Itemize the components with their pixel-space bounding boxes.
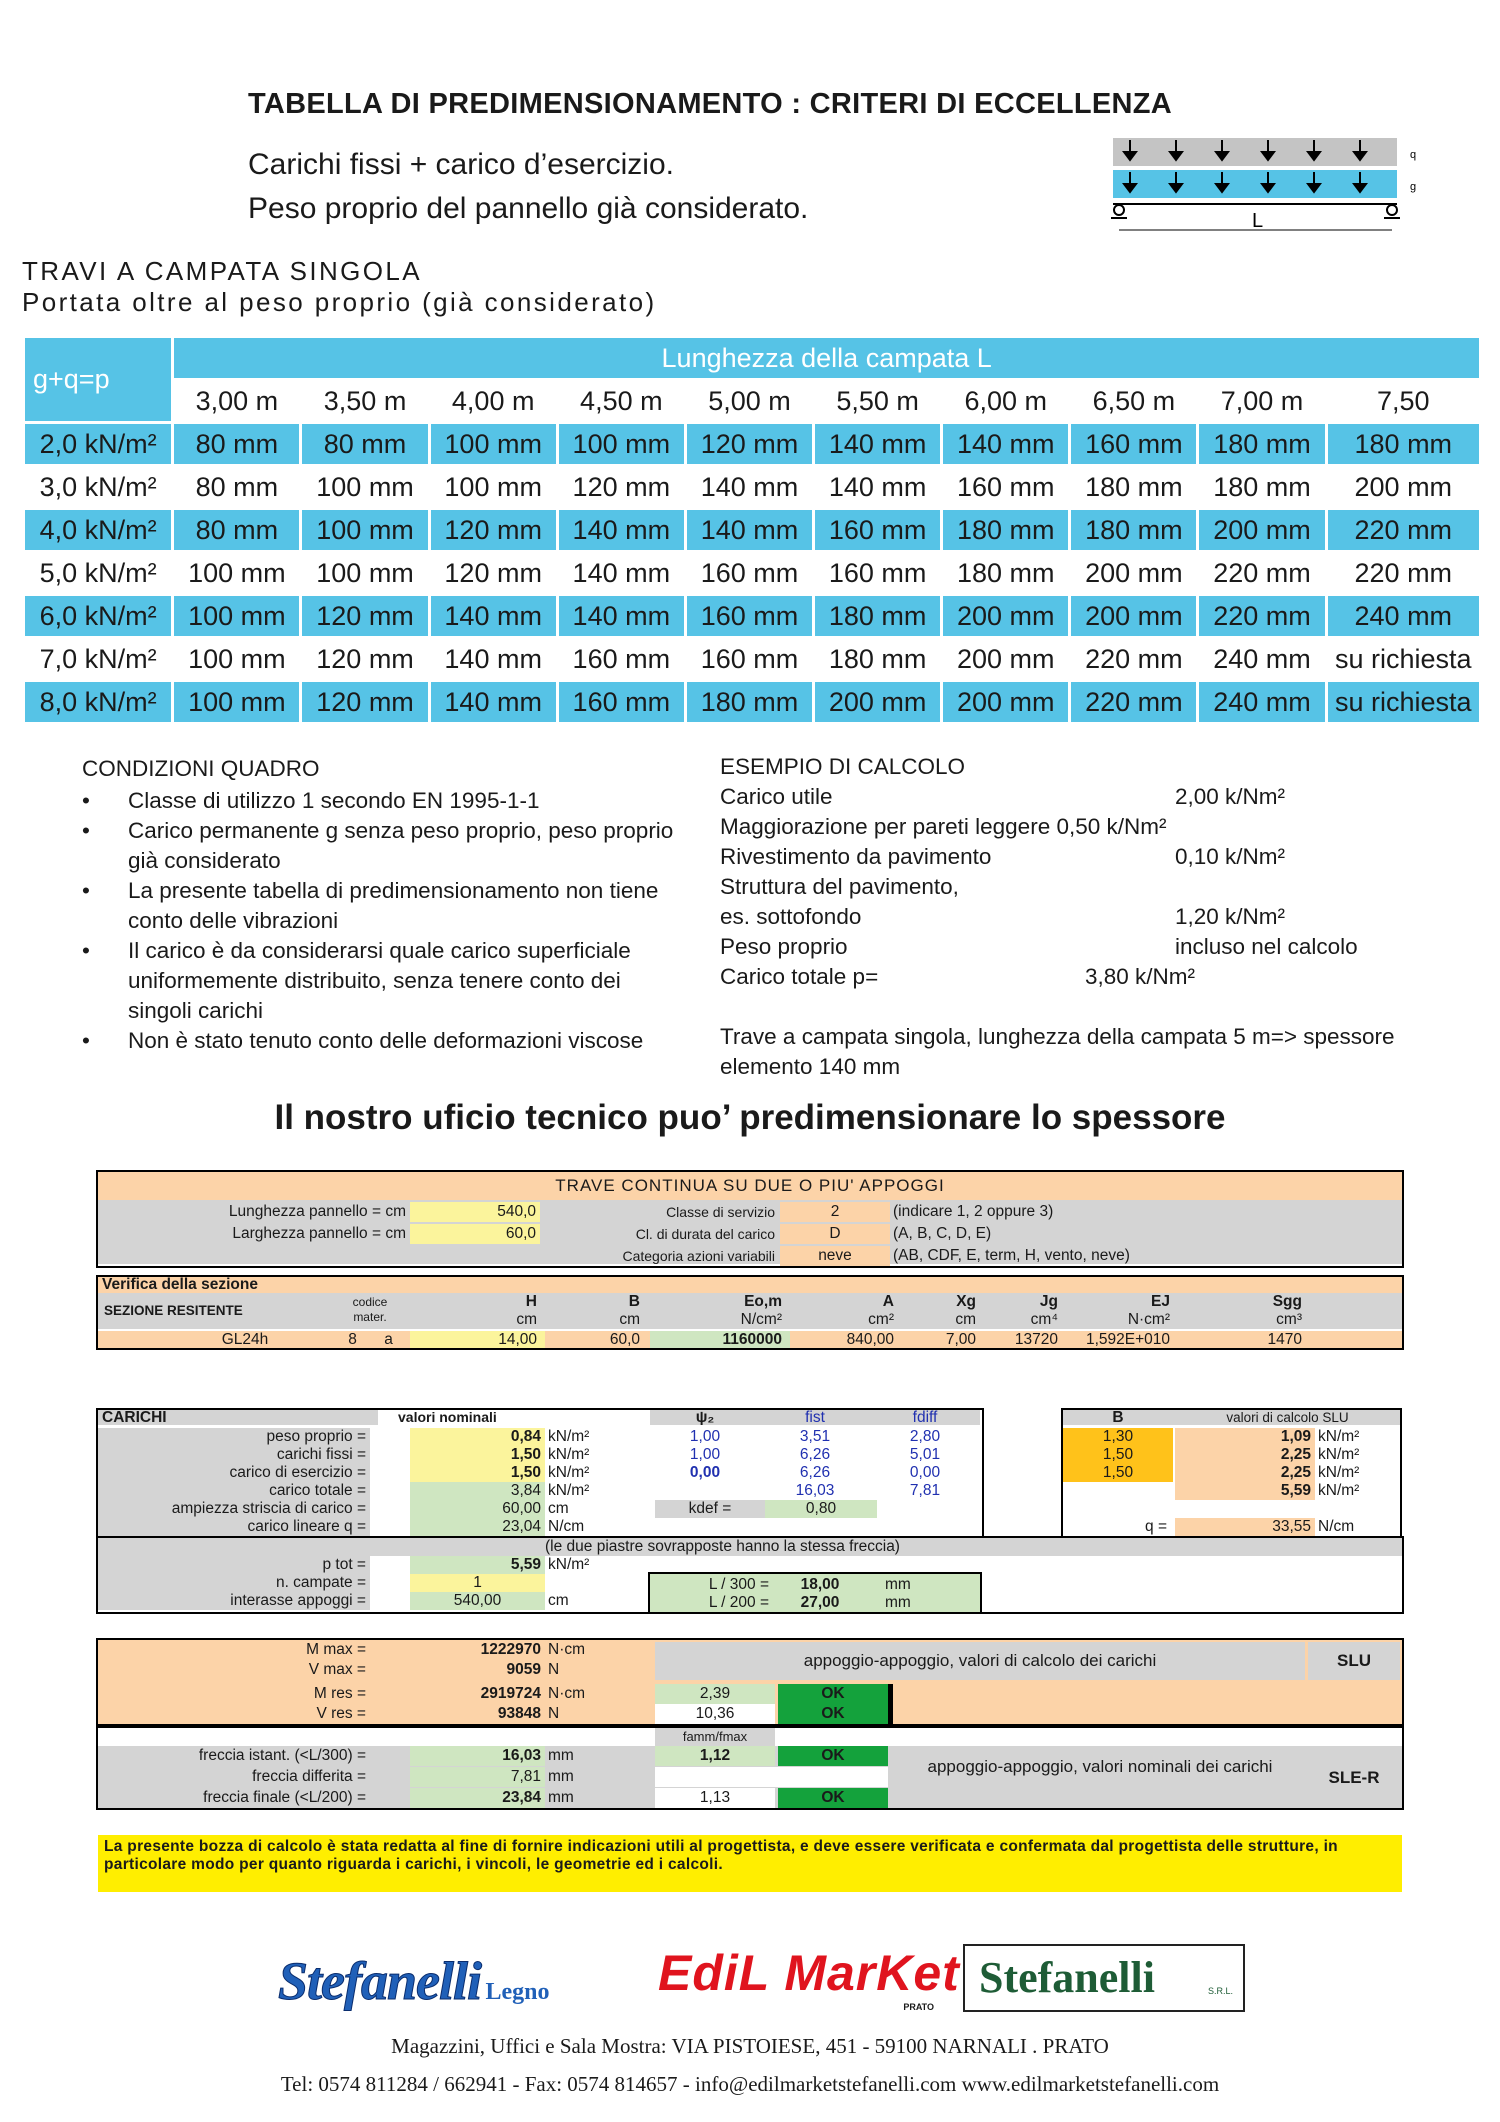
load-cell: 4,0 kN/m² xyxy=(25,510,171,550)
load-label: carichi fissi = xyxy=(276,1446,366,1463)
load-fdiff: 2,80 xyxy=(909,1428,941,1445)
l300-label: L / 300 = xyxy=(708,1576,769,1593)
material-val: 840,00 xyxy=(846,1331,894,1348)
col-unit: cm xyxy=(516,1311,537,1328)
amp-label: ampiezza striscia di carico = xyxy=(171,1500,366,1517)
inter-label: interasse appoggi = xyxy=(230,1592,366,1609)
calc-header-frame xyxy=(96,1170,1404,1268)
example-value: 3,80 k/Nm² xyxy=(1085,964,1196,989)
col-unit: N·cm² xyxy=(1127,1311,1170,1328)
example-value: 2,00 k/Nm² xyxy=(1175,784,1286,809)
param-label: Larghezza pannello = cm xyxy=(232,1225,406,1242)
thickness-cell: 160 mm xyxy=(1071,424,1196,464)
carichi-title: CARICHI xyxy=(102,1410,167,1425)
psi-label: ψ₂ xyxy=(695,1410,715,1425)
param-value: 60,0 xyxy=(410,1224,540,1244)
thickness-cell: 220 mm xyxy=(1199,596,1324,636)
q-value: 33,55 xyxy=(1175,1518,1315,1536)
thickness-cell: 240 mm xyxy=(1199,682,1324,722)
logo-edil-market: EdiL MarKet PRATO xyxy=(658,1945,960,2012)
fist-ratio: 1,12 xyxy=(655,1746,775,1766)
material-val: 14,00 xyxy=(498,1331,537,1348)
example-label: Carico totale p= xyxy=(720,964,879,989)
thickness-cell: 140 mm xyxy=(687,510,812,550)
thickness-cell: 200 mm xyxy=(943,682,1068,722)
thickness-cell: 140 mm xyxy=(444,643,542,674)
vres-label: V res = xyxy=(316,1705,366,1722)
col-header: Jg xyxy=(1039,1293,1058,1310)
col-header: A xyxy=(882,1293,894,1310)
span-6: 6,00 m xyxy=(964,385,1048,416)
param-value: 540,0 xyxy=(410,1202,540,1222)
thickness-cell: 180 mm xyxy=(815,596,940,636)
col-header: Eo,m xyxy=(744,1293,782,1310)
span-5: 5,50 m xyxy=(836,385,919,416)
example-label: Struttura del pavimento, xyxy=(720,874,959,899)
mmax-value: 1222970 xyxy=(480,1641,541,1658)
vmax-value: 9059 xyxy=(506,1661,541,1678)
example-title: ESEMPIO DI CALCOLO xyxy=(720,754,966,779)
condition-item: • La presente tabella di predimensionamento non tiene conto delle vibrazioni xyxy=(82,876,682,936)
total-fdiff: 7,81 xyxy=(909,1482,941,1499)
load-value: 0,84 xyxy=(410,1428,545,1446)
col-header: H xyxy=(525,1293,537,1310)
vres-ratio: 10,36 xyxy=(655,1704,775,1724)
famm-label: famm/fmax xyxy=(655,1728,775,1746)
load-unit: kN/m² xyxy=(548,1446,590,1463)
vres-unit: N xyxy=(548,1705,560,1722)
thickness-cell: 120 mm xyxy=(316,643,414,674)
q-label: q xyxy=(1410,149,1417,161)
example-label: Peso proprio xyxy=(720,934,848,959)
ffin-value: 23,84 xyxy=(410,1788,545,1808)
thickness-cell: 80 mm xyxy=(174,424,299,464)
thickness-cell: 220 mm xyxy=(1071,682,1196,722)
ptot-frame xyxy=(96,1536,1404,1614)
slu-label: valori di calcolo SLU xyxy=(1226,1410,1349,1425)
lin-value: 23,04 xyxy=(410,1518,545,1536)
q-unit: N/cm xyxy=(1318,1518,1355,1535)
thickness-cell: 180 mm xyxy=(1328,424,1479,464)
param-label: Lunghezza pannello = cm xyxy=(228,1203,406,1220)
thickness-cell: 80 mm xyxy=(174,510,299,550)
thickness-cell: 160 mm xyxy=(687,596,812,636)
intro-line-1: Carichi fissi + carico d’esercizio. xyxy=(248,148,674,181)
vmax-label: V max = xyxy=(308,1661,366,1678)
mres-ok: OK xyxy=(778,1684,888,1704)
condition-item: • Il carico è da considerarsi quale carico superficiale uniformemente distribuito, senza tenere conto dei singoli carichi xyxy=(82,936,682,1026)
mmax-unit: N·cm xyxy=(548,1641,586,1658)
col-unit: cm³ xyxy=(1276,1311,1302,1328)
ptot-value: 5,59 xyxy=(410,1556,545,1574)
load-psi: 1,00 xyxy=(689,1428,721,1445)
span-8: 7,00 m xyxy=(1220,385,1304,416)
ffin-ratio: 1,13 xyxy=(655,1788,775,1808)
example-conclusion: Trave a campata singola, lunghezza della campata 5 m=> spessore elemento 140 mm xyxy=(720,1024,1395,1079)
fist-unit: mm xyxy=(548,1747,574,1764)
thickness-cell: 100 mm xyxy=(316,471,414,502)
thickness-cell: 200 mm xyxy=(943,596,1068,636)
disclaimer-note: La presente bozza di calcolo è stata redatta al fine di fornire indicazioni utili al progettista, e deve essere verificata e confermata dal progettista delle strutture, in particolare modo per quanto riguarda i carichi, i vincoli, le geometrie ed i calcoli. xyxy=(98,1835,1402,1892)
calc-header: TRAVE CONTINUA SU DUE O PIU' APPOGGI xyxy=(555,1176,945,1195)
example-value: incluso nel calcolo xyxy=(1175,934,1358,959)
thickness-cell: 140 mm xyxy=(559,510,684,550)
vmax-unit: N xyxy=(548,1661,560,1678)
thickness-cell: 180 mm xyxy=(1199,424,1324,464)
vres-ok: OK xyxy=(778,1704,888,1724)
param-note: (A, B, C, D, E) xyxy=(893,1225,992,1242)
col-unit: cm² xyxy=(868,1311,894,1328)
load-beta: 1,50 xyxy=(1063,1464,1173,1482)
thickness-cell: 100 mm xyxy=(444,471,542,502)
total-slu: 5,59 xyxy=(1175,1482,1315,1500)
param-value: neve xyxy=(780,1246,890,1266)
logo-stefanelli-srl: Stefanelli S.R.L. xyxy=(963,1944,1245,2012)
example-label: Carico utile xyxy=(720,784,833,809)
inter-value: 540,00 xyxy=(410,1592,545,1610)
param-label: Classe di servizio xyxy=(666,1204,775,1220)
thickness-cell: 140 mm xyxy=(815,424,940,464)
param-note: (AB, CDF, E, term, H, vento, neve) xyxy=(893,1247,1130,1264)
span-header: Lunghezza della campata L xyxy=(174,338,1479,378)
footer-contacts: Tel: 0574 811284 / 662941 - Fax: 0574 814657 - info@edilmarketstefanelli.com www.edilmarketstefanelli.com xyxy=(280,2072,1220,2096)
piastre-note: (le due piastre sovrapposte hanno la stessa freccia) xyxy=(545,1538,900,1555)
fdiff-unit: mm xyxy=(548,1768,574,1785)
thickness-cell: 100 mm xyxy=(174,682,299,722)
load-fist: 6,26 xyxy=(799,1464,831,1481)
thickness-cell: 100 mm xyxy=(316,557,414,588)
verifica-title: Verifica della sezione xyxy=(102,1277,258,1293)
l200-value: 27,00 xyxy=(800,1594,840,1611)
mmax-label: M max = xyxy=(306,1641,366,1658)
thickness-cell: 180 mm xyxy=(1213,471,1311,502)
thickness-cell: 160 mm xyxy=(700,557,799,588)
load-psi: 0,00 xyxy=(689,1464,721,1481)
l300-unit: mm xyxy=(885,1576,911,1593)
thickness-cell: 160 mm xyxy=(828,557,927,588)
load-fdiff: 5,01 xyxy=(909,1446,941,1463)
l300-value: 18,00 xyxy=(800,1576,840,1593)
load-label: peso proprio = xyxy=(266,1428,366,1445)
ffin-unit: mm xyxy=(548,1789,574,1806)
fdiff-label: fdiff xyxy=(912,1410,938,1425)
thickness-cell: 160 mm xyxy=(559,682,684,722)
defl-frame xyxy=(96,1726,1404,1810)
load-slu-unit: kN/m² xyxy=(1318,1464,1360,1481)
ncamp-label: n. campate = xyxy=(275,1574,366,1591)
condition-item: • Classe di utilizzo 1 secondo EN 1995-1-1 xyxy=(82,786,682,816)
col-unit: cm xyxy=(619,1311,640,1328)
sler-tag: SLE-R xyxy=(1328,1768,1380,1787)
example-value: 0,10 k/Nm² xyxy=(1175,844,1286,869)
material-val: 1,592E+010 xyxy=(1085,1331,1170,1348)
load-slu-unit: kN/m² xyxy=(1318,1446,1360,1463)
mv-frame xyxy=(96,1638,1404,1726)
slu-tag: SLU xyxy=(1308,1642,1400,1680)
mres-ratio: 2,39 xyxy=(655,1684,775,1704)
param-label: Cl. di durata del carico xyxy=(635,1226,775,1242)
material-code: 8 xyxy=(348,1331,357,1348)
col-unit: cm⁴ xyxy=(1030,1311,1058,1328)
span-1: 3,50 m xyxy=(323,385,407,416)
thickness-cell: 200 mm xyxy=(1071,596,1196,636)
amp-unit: cm xyxy=(548,1500,569,1517)
load-fdiff: 0,00 xyxy=(909,1464,941,1481)
page-title: TABELLA DI PREDIMENSIONAMENTO : CRITERI DI ECCELLENZA xyxy=(248,88,1173,120)
thickness-cell: 140 mm xyxy=(828,471,927,502)
load-cell: 3,0 kN/m² xyxy=(39,471,157,502)
span-7: 6,50 m xyxy=(1092,385,1176,416)
total-value: 3,84 xyxy=(410,1482,545,1500)
load-cell: 8,0 kN/m² xyxy=(25,682,171,722)
load-fist: 3,51 xyxy=(799,1428,831,1445)
thickness-cell: 240 mm xyxy=(1328,596,1479,636)
l200-unit: mm xyxy=(885,1594,911,1611)
load-cell: 6,0 kN/m² xyxy=(25,596,171,636)
param-note: (indicare 1, 2 oppure 3) xyxy=(893,1203,1054,1220)
fist-value: 16,03 xyxy=(410,1746,545,1766)
total-fist: 16,03 xyxy=(795,1482,835,1499)
param-value: D xyxy=(780,1224,890,1244)
thickness-cell: 240 mm xyxy=(1213,643,1311,674)
col-header: Xg xyxy=(956,1293,976,1310)
condition-item: • Carico permanente g senza peso proprio, peso proprio già considerato xyxy=(82,816,682,876)
section-subheading: Portata oltre al peso proprio (già considerato) xyxy=(22,287,657,317)
thickness-cell: 160 mm xyxy=(572,643,671,674)
load-cell: 5,0 kN/m² xyxy=(39,557,157,588)
col-unit: cm xyxy=(955,1311,976,1328)
thickness-cell: 160 mm xyxy=(700,643,799,674)
lin-unit: N/cm xyxy=(548,1518,585,1535)
span-9: 7,50 xyxy=(1377,385,1430,416)
thickness-cell: 120 mm xyxy=(302,682,427,722)
mres-unit: N·cm xyxy=(548,1685,586,1702)
thickness-cell: 120 mm xyxy=(431,510,556,550)
material-code2: a xyxy=(384,1331,393,1348)
vres-value: 93848 xyxy=(497,1705,541,1722)
param-label: Categoria azioni variabili xyxy=(622,1248,775,1264)
thickness-cell: 140 mm xyxy=(700,471,799,502)
col-header: B xyxy=(628,1293,640,1310)
kdef-value: 0,80 xyxy=(765,1500,877,1518)
col-header: EJ xyxy=(1151,1293,1170,1310)
condition-item: • Non è stato tenuto conto delle deformazioni viscose xyxy=(82,1026,682,1056)
thickness-cell: 180 mm xyxy=(1071,510,1196,550)
fdiff-value: 7,81 xyxy=(410,1767,545,1787)
thickness-cell: 100 mm xyxy=(302,510,427,550)
total-unit: kN/m² xyxy=(548,1482,590,1499)
example-label: Maggiorazione per pareti leggere 0,50 k/Nm² xyxy=(720,814,1167,839)
span-4: 5,00 m xyxy=(708,385,791,416)
mres-value: 2919724 xyxy=(480,1685,541,1702)
thickness-cell: 200 mm xyxy=(1354,471,1453,502)
amp-value: 60,00 xyxy=(410,1500,545,1518)
example-label: es. sottofondo xyxy=(720,904,862,929)
example-value: 1,20 k/Nm² xyxy=(1175,904,1286,929)
carichi-frame xyxy=(96,1408,984,1538)
load-beta: 1,30 xyxy=(1063,1428,1173,1446)
span-0: 3,00 m xyxy=(195,385,279,416)
load-slu-unit: kN/m² xyxy=(1318,1428,1360,1445)
lin-label: carico lineare q = xyxy=(247,1518,366,1535)
load-slu: 2,25 xyxy=(1175,1464,1315,1482)
total-label: carico totale = xyxy=(269,1482,366,1499)
param-value: 2 xyxy=(780,1202,890,1222)
thickness-cell: 80 mm xyxy=(195,471,279,502)
thickness-cell: 180 mm xyxy=(943,510,1068,550)
ffin-ok: OK xyxy=(778,1788,888,1808)
nominali-title: valori nominali xyxy=(398,1410,497,1425)
material-val: 7,00 xyxy=(945,1331,976,1348)
material-val: 1160000 xyxy=(722,1331,782,1348)
thickness-cell: 100 mm xyxy=(174,596,299,636)
thickness-cell: 200 mm xyxy=(956,643,1055,674)
thickness-cell: 140 mm xyxy=(572,557,671,588)
total-slu-unit: kN/m² xyxy=(1318,1482,1360,1499)
section-label: SEZIONE RESITENTE xyxy=(104,1303,243,1318)
thickness-cell: 140 mm xyxy=(431,682,556,722)
thickness-cell: 120 mm xyxy=(302,596,427,636)
thickness-cell: 100 mm xyxy=(559,424,684,464)
thickness-cell: 80 mm xyxy=(302,424,427,464)
corner-cell: g+q=p xyxy=(25,338,171,421)
beta-label: B xyxy=(1112,1410,1124,1425)
load-cell: 7,0 kN/m² xyxy=(39,643,157,674)
load-slu: 2,25 xyxy=(1175,1446,1315,1464)
material-val: 13720 xyxy=(1014,1331,1058,1348)
logo-stefanelli-legno: Stefanelli Legno xyxy=(278,1951,550,2011)
load-value: 1,50 xyxy=(410,1464,545,1482)
thickness-cell: 220 mm xyxy=(1328,510,1479,550)
thickness-cell: 100 mm xyxy=(188,643,286,674)
material-val: 1470 xyxy=(1267,1331,1302,1348)
ncamp-value: 1 xyxy=(410,1574,545,1592)
load-unit: kN/m² xyxy=(548,1428,590,1445)
load-fist: 6,26 xyxy=(799,1446,831,1463)
verifica-frame xyxy=(96,1275,1404,1350)
sler-text: appoggio-appoggio, valori nominali dei carichi xyxy=(927,1758,1273,1776)
thickness-cell: 100 mm xyxy=(431,424,556,464)
col-header: Sgg xyxy=(1272,1293,1302,1310)
thickness-cell: 180 mm xyxy=(1085,471,1183,502)
thickness-cell: 220 mm xyxy=(1354,557,1453,588)
fdiff-row-label: freccia differita = xyxy=(252,1768,366,1785)
load-label: carico di esercizio = xyxy=(229,1464,366,1481)
load-unit: kN/m² xyxy=(548,1464,590,1481)
thickness-cell: 160 mm xyxy=(815,510,940,550)
thickness-cell: 200 mm xyxy=(815,682,940,722)
span-label: L xyxy=(1252,210,1264,232)
span-2: 4,00 m xyxy=(451,385,535,416)
mres-label: M res = xyxy=(313,1685,366,1702)
load-slu: 1,09 xyxy=(1175,1428,1315,1446)
thickness-cell: 220 mm xyxy=(1085,643,1183,674)
load-psi: 1,00 xyxy=(689,1446,721,1463)
inter-unit: cm xyxy=(548,1592,569,1609)
conditions-title: CONDIZIONI QUADRO xyxy=(82,756,320,781)
q-label: q = xyxy=(1145,1518,1167,1535)
kdef-label: kdef = xyxy=(655,1500,765,1518)
thickness-cell: 120 mm xyxy=(444,557,542,588)
load-cell: 2,0 kN/m² xyxy=(25,424,171,464)
thickness-cell: 220 mm xyxy=(1213,557,1311,588)
load-beta: 1,50 xyxy=(1063,1446,1173,1464)
thickness-cell: 120 mm xyxy=(572,471,671,502)
material-val: 60,0 xyxy=(609,1331,640,1348)
thickness-cell: 180 mm xyxy=(687,682,812,722)
thickness-cell: 160 mm xyxy=(956,471,1055,502)
material-name: GL24h xyxy=(221,1331,269,1348)
slu-frame xyxy=(1061,1408,1402,1538)
thickness-cell: 200 mm xyxy=(1085,557,1183,588)
fist-label: fist xyxy=(805,1410,825,1425)
thickness-cell: su richiesta xyxy=(1335,643,1472,674)
ffin-row-label: freccia finale (<L/200) = xyxy=(203,1789,366,1806)
col-unit: N/cm² xyxy=(740,1311,782,1328)
thickness-cell: 180 mm xyxy=(828,643,927,674)
l200-label: L / 200 = xyxy=(708,1594,769,1611)
load-value: 1,50 xyxy=(410,1446,545,1464)
subtitle: Il nostro uficio tecnico puo’ predimensionare lo spessore xyxy=(274,1098,1226,1137)
thickness-cell: 140 mm xyxy=(559,596,684,636)
g-label: g xyxy=(1410,181,1417,193)
footer-address: Magazzini, Uffici e Sala Mostra: VIA PISTOIESE, 451 - 59100 NARNALI . PRATO xyxy=(391,2034,1109,2058)
intro-line-2: Peso proprio del pannello già considerato. xyxy=(248,192,809,225)
ptot-unit: kN/m² xyxy=(548,1556,590,1573)
thickness-cell: 120 mm xyxy=(687,424,812,464)
slu-text: appoggio-appoggio, valori di calcolo dei carichi xyxy=(655,1642,1305,1680)
fist-row-label: freccia istant. (<L/300) = xyxy=(198,1747,366,1764)
thickness-cell: 140 mm xyxy=(943,424,1068,464)
thickness-cell: 140 mm xyxy=(431,596,556,636)
thickness-cell: 100 mm xyxy=(188,557,286,588)
ptot-label: p tot = xyxy=(322,1556,366,1573)
code-label: codice mater. xyxy=(352,1295,388,1324)
example-label: Rivestimento da pavimento xyxy=(720,844,992,869)
fist-ok: OK xyxy=(778,1746,888,1766)
thickness-cell: 180 mm xyxy=(956,557,1055,588)
section-heading: TRAVI A CAMPATA SINGOLA xyxy=(22,256,423,286)
thickness-cell: su richiesta xyxy=(1328,682,1479,722)
thickness-cell: 200 mm xyxy=(1199,510,1324,550)
span-3: 4,50 m xyxy=(580,385,663,416)
